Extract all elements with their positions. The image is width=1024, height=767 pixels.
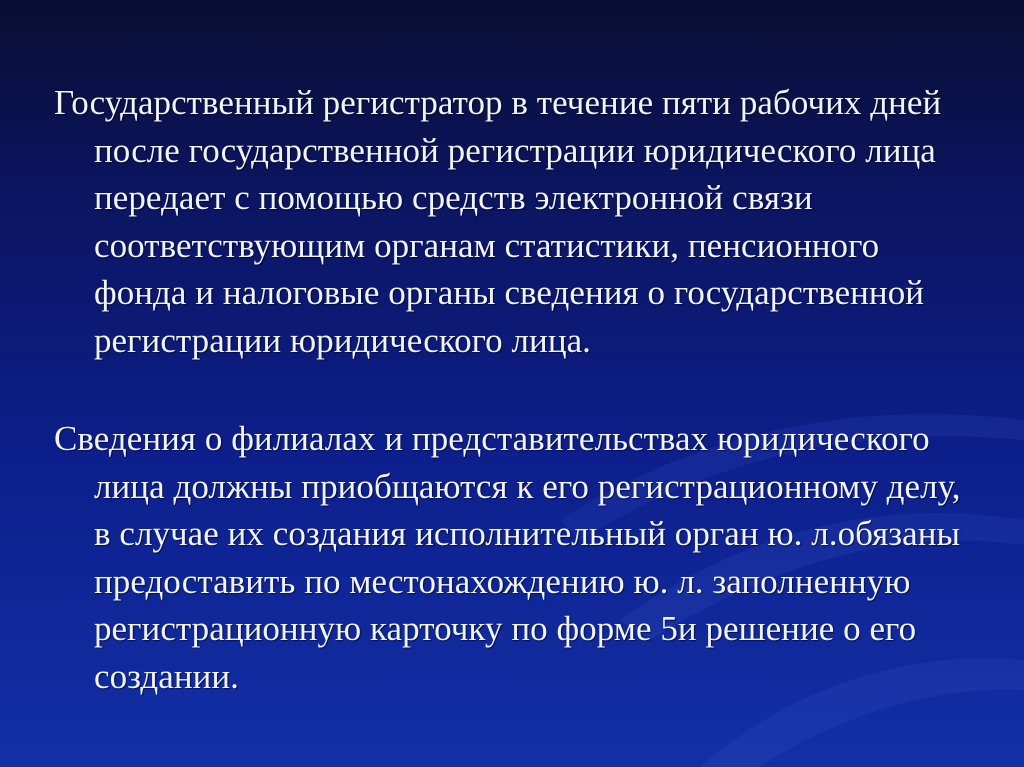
paragraph-branches: Сведения о филиалах и представительствах юридического лица должны приобщаются к его регистрационному делу, в случае их создания исполнительный орган ю. л.обязаны предоставить по местонахождению ю. л. заполненную регистрационную карточку по форме 5и решение о его создании. <box>54 419 961 696</box>
text-content <box>54 79 974 700</box>
paragraph-registrar: Государственный регистратор в течение пяти рабочих дней после государственной регистрации юридического лица передает с помощью средств электронной связи соответствующим органам статистики, пенсионного фонда и налоговые органы сведения о государственной регистрации юридического лица. <box>54 83 942 360</box>
